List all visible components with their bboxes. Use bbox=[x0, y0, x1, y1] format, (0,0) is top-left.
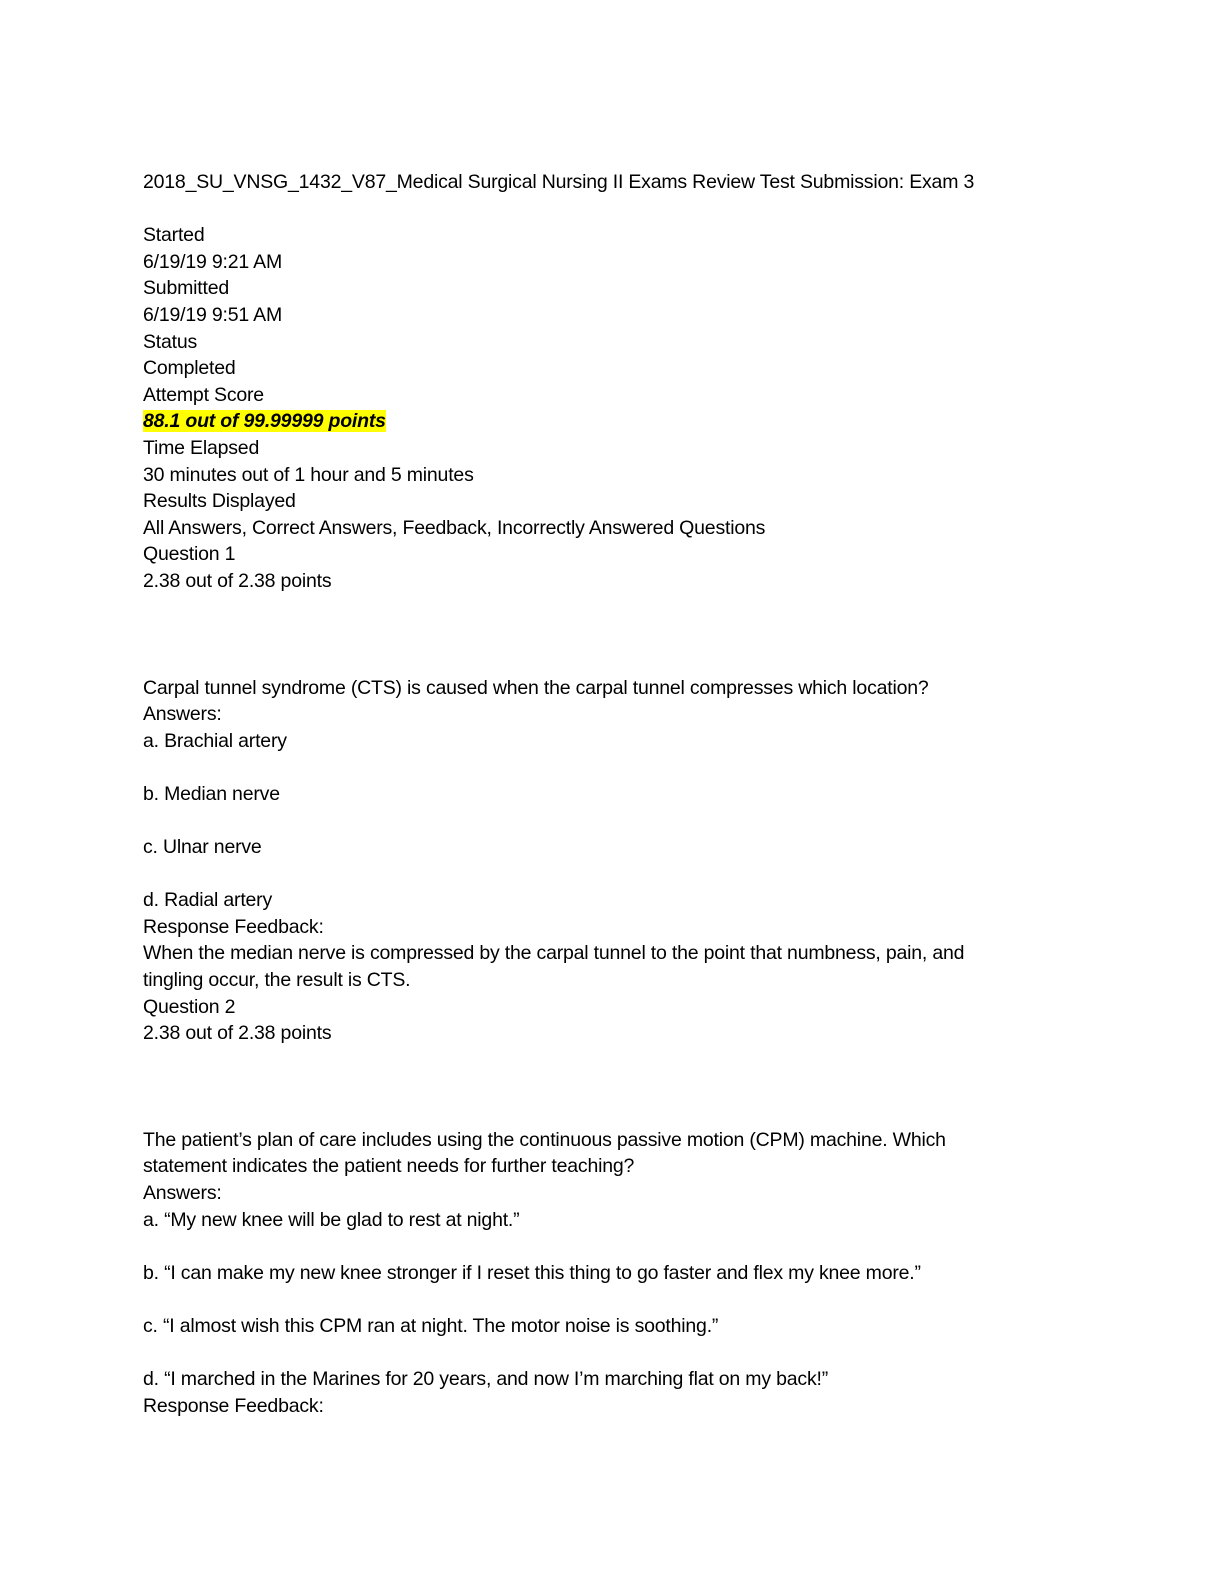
question-number: Question 2 bbox=[143, 995, 236, 1018]
summary-label-attempt-score: Attempt Score bbox=[143, 383, 264, 406]
summary-value-results-displayed: All Answers, Correct Answers, Feedback, Incorrectly Answered Questions bbox=[143, 516, 766, 539]
summary-label-results-displayed: Results Displayed bbox=[143, 490, 296, 513]
document-content bbox=[143, 169, 1043, 1419]
summary-value-started: 6/19/19 9:21 AM bbox=[143, 250, 283, 273]
answers-label: Answers: bbox=[143, 703, 222, 726]
question-points: 2.38 out of 2.38 points bbox=[143, 569, 332, 592]
answer-option-d: d. “I marched in the Marines for 20 years, and now I’m marching flat on my back!” bbox=[143, 1368, 829, 1391]
summary-value-status: Completed bbox=[143, 357, 236, 380]
feedback-label: Response Feedback: bbox=[143, 915, 324, 938]
summary-label-status: Status bbox=[143, 330, 198, 353]
question-number: Question 1 bbox=[143, 543, 236, 566]
question-prompt: The patient’s plan of care includes using the continuous passive motion (CPM) machine. Which statement indicates the patient needs for further teaching? bbox=[143, 1128, 946, 1178]
question-1 bbox=[143, 541, 1043, 993]
answer-option-b: b. Median nerve bbox=[143, 782, 280, 805]
feedback-text: When the median nerve is compressed by the carpal tunnel to the point that numbness, pain, and tingling occur, the result is CTS. bbox=[143, 942, 965, 992]
answer-option-d: d. Radial artery bbox=[143, 889, 273, 912]
summary-label-time-elapsed: Time Elapsed bbox=[143, 436, 260, 459]
attempt-score-highlight: 88.1 out of 99.99999 points bbox=[143, 410, 386, 433]
feedback-label: Response Feedback: bbox=[143, 1394, 324, 1417]
summary-value-attempt-score bbox=[143, 408, 1043, 435]
answer-option-a: a. “My new knee will be glad to rest at night.” bbox=[143, 1208, 520, 1231]
submission-summary bbox=[143, 222, 1043, 541]
question-2 bbox=[143, 994, 1043, 1420]
answers-label: Answers: bbox=[143, 1182, 222, 1204]
summary-label-started: Started bbox=[143, 224, 205, 247]
summary-value-submitted: 6/19/19 9:51 AM bbox=[143, 303, 283, 326]
question-prompt: Carpal tunnel syndrome (CTS) is caused when the carpal tunnel compresses which location? bbox=[143, 676, 929, 699]
document-title: 2018_SU_VNSG_1432_V87_Medical Surgical Nursing II Exams Review Test Submission: Exam 3 bbox=[143, 171, 975, 193]
summary-value-time-elapsed: 30 minutes out of 1 hour and 5 minutes bbox=[143, 463, 474, 486]
answer-option-c: c. “I almost wish this CPM ran at night. The motor noise is soothing.” bbox=[143, 1314, 719, 1337]
question-points: 2.38 out of 2.38 points bbox=[143, 1022, 332, 1045]
answer-option-a: a. Brachial artery bbox=[143, 729, 287, 752]
answer-option-c: c. Ulnar nerve bbox=[143, 836, 262, 859]
answer-option-b: b. “I can make my new knee stronger if I reset this thing to go faster and flex my knee more.” bbox=[143, 1261, 921, 1284]
summary-label-submitted: Submitted bbox=[143, 277, 229, 300]
